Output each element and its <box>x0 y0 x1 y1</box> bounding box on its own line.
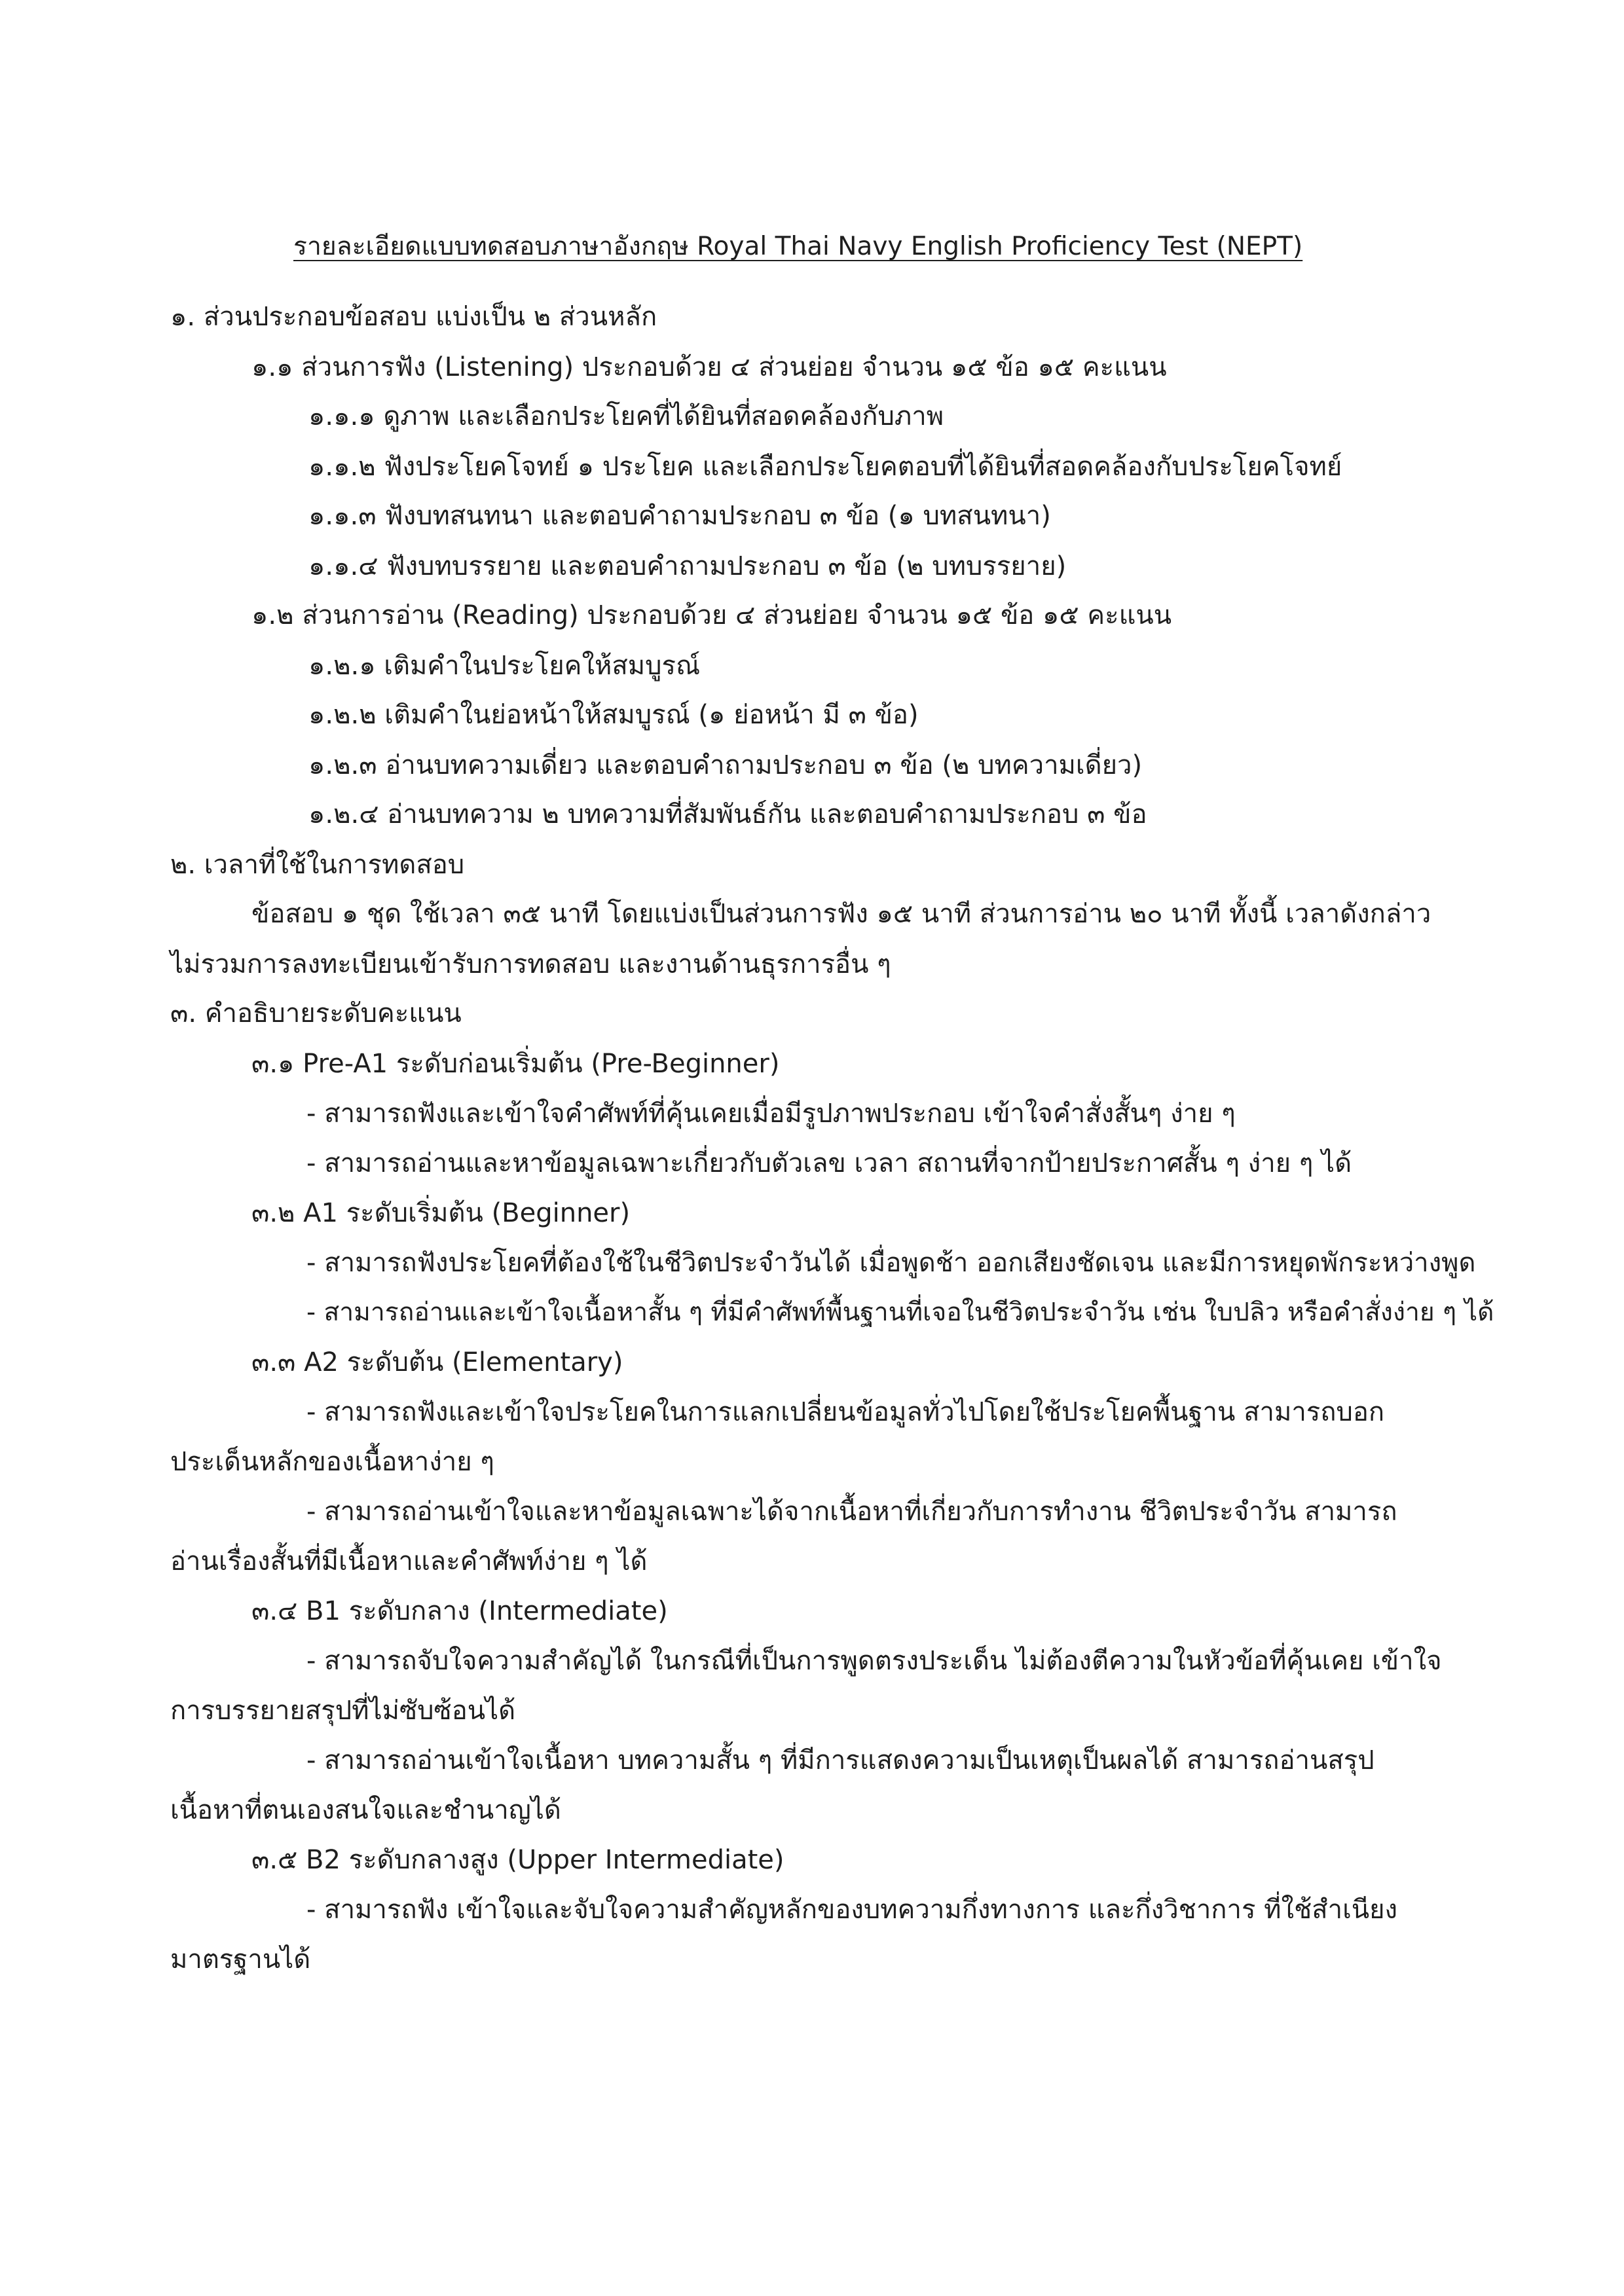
level-b2-heading: ๓.๕ B2 ระดับกลางสูง (Upper Intermediate) <box>251 1845 784 1875</box>
subsection-1-2: ๑.๒ ส่วนการอ่าน (Reading) ประกอบด้วย ๔ ส่วนย่อย จำนวน ๑๕ ข้อ ๑๕ คะแนน <box>251 600 1172 630</box>
level-b1-reading-line-1: - สามารถอ่านเข้าใจเนื้อหา บทความสั้น ๆ ที่มีการแสดงความเป็นเหตุเป็นผลได้ สามารถอ่านสรุป <box>306 1745 1375 1776</box>
item-1-2-2: ๑.๒.๒ เติมคำในย่อหน้าให้สมบูรณ์ (๑ ย่อหน้า มี ๓ ข้อ) <box>308 700 919 730</box>
item-1-1-1: ๑.๑.๑ ดูภาพ และเลือกประโยคที่ได้ยินที่สอดคล้องกับภาพ <box>308 401 944 431</box>
section-1-heading: ๑. ส่วนประกอบข้อสอบ แบ่งเป็น ๒ ส่วนหลัก <box>170 302 657 332</box>
level-pre-a1-reading: - สามารถอ่านและหาข้อมูลเฉพาะเกี่ยวกับตัวเลข เวลา สถานที่จากป้ายประกาศสั้น ๆ ง่าย ๆ ได้ <box>306 1148 1352 1178</box>
section-2-heading: ๒. เวลาที่ใช้ในการทดสอบ <box>170 850 465 880</box>
level-a2-heading: ๓.๓ A2 ระดับต้น (Elementary) <box>251 1347 623 1377</box>
level-b2-listening-line-2: มาตรฐานได้ <box>170 1944 311 1975</box>
level-a2-reading-line-2: อ่านเรื่องสั้นที่มีเนื้อหาและคำศัพท์ง่าย ๆ ได้ <box>170 1546 648 1576</box>
section-2-paragraph-line-2: ไม่รวมการลงทะเบียนเข้ารับการทดสอบ และงานด้านธุรการอื่น ๆ <box>170 949 891 979</box>
level-b2-listening-line-1: - สามารถฟัง เข้าใจและจับใจความสำคัญหลักของบทความกึ่งทางการ และกึ่งวิชาการ ที่ใช้สำเนียง <box>306 1895 1398 1925</box>
item-1-2-1: ๑.๒.๑ เติมคำในประโยคให้สมบูรณ์ <box>308 651 701 681</box>
section-2-paragraph-line-1: ข้อสอบ ๑ ชุด ใช้เวลา ๓๕ นาที โดยแบ่งเป็นส่วนการฟัง ๑๕ นาที ส่วนการอ่าน ๒๐ นาที ทั้งนี้ เวลาดังกล่าว <box>251 899 1431 929</box>
level-b1-heading: ๓.๔ B1 ระดับกลาง (Intermediate) <box>251 1596 668 1626</box>
section-3-heading: ๓. คำอธิบายระดับคะแนน <box>170 998 462 1029</box>
item-1-1-2: ๑.๑.๒ ฟังประโยคโจทย์ ๑ ประโยค และเลือกประโยคตอบที่ได้ยินที่สอดคล้องกับประโยคโจทย์ <box>308 452 1342 482</box>
level-a1-listening: - สามารถฟังประโยคที่ต้องใช้ในชีวิตประจำวันได้ เมื่อพูดช้า ออกเสียงชัดเจน และมีการหยุดพักระหว่างพูด <box>306 1248 1476 1278</box>
level-b1-reading-line-2: เนื้อหาที่ตนเองสนใจและชำนาญได้ <box>170 1795 561 1825</box>
item-1-2-3: ๑.๒.๓ อ่านบทความเดี่ยว และตอบคำถามประกอบ ๓ ข้อ (๒ บทความเดี่ยว) <box>308 750 1143 780</box>
level-a1-heading: ๓.๒ A1 ระดับเริ่มต้น (Beginner) <box>251 1198 631 1228</box>
level-pre-a1-heading: ๓.๑ Pre-A1 ระดับก่อนเริ่มต้น (Pre-Beginner) <box>251 1049 780 1079</box>
level-a2-listening-line-2: ประเด็นหลักของเนื้อหาง่าย ๆ <box>170 1447 494 1477</box>
level-pre-a1-listening: - สามารถฟังและเข้าใจคำศัพท์ที่คุ้นเคยเมื่อมีรูปภาพประกอบ เข้าใจคำสั่งสั้นๆ ง่าย ๆ <box>306 1099 1236 1129</box>
level-a2-reading-line-1: - สามารถอ่านเข้าใจและหาข้อมูลเฉพาะได้จากเนื้อหาที่เกี่ยวกับการทำงาน ชีวิตประจำวัน สามารถ <box>306 1497 1397 1527</box>
subsection-1-1: ๑.๑ ส่วนการฟัง (Listening) ประกอบด้วย ๔ ส่วนย่อย จำนวน ๑๕ ข้อ ๑๕ คะแนน <box>251 352 1167 382</box>
level-a2-listening-line-1: - สามารถฟังและเข้าใจประโยคในการแลกเปลี่ยนข้อมูลทั่วไปโดยใช้ประโยคพื้นฐาน สามารถบอก <box>306 1397 1385 1427</box>
item-1-1-3: ๑.๑.๓ ฟังบทสนทนา และตอบคำถามประกอบ ๓ ข้อ (๑ บทสนทนา) <box>308 501 1051 531</box>
item-1-1-4: ๑.๑.๔ ฟังบทบรรยาย และตอบคำถามประกอบ ๓ ข้อ (๒ บทบรรยาย) <box>308 551 1067 581</box>
level-b1-listening-line-2: การบรรยายสรุปที่ไม่ซับซ้อนได้ <box>170 1696 516 1726</box>
level-b1-listening-line-1: - สามารถจับใจความสำคัญได้ ในกรณีที่เป็นการพูดตรงประเด็น ไม่ต้องตีความในหัวข้อที่คุ้นเคย เข้าใจ <box>306 1646 1442 1676</box>
level-a1-reading: - สามารถอ่านและเข้าใจเนื้อหาสั้น ๆ ที่มีคำศัพท์พื้นฐานที่เจอในชีวิตประจำวัน เช่น ใบปลิว หรือคำสั่งง่าย ๆ ได้ <box>306 1298 1494 1327</box>
document-title: รายละเอียดแบบทดสอบภาษาอังกฤษ Royal Thai Navy English Proficiency Test (NEPT) <box>293 232 1303 261</box>
item-1-2-4: ๑.๒.๔ อ่านบทความ ๒ บทความที่สัมพันธ์กัน และตอบคำถามประกอบ ๓ ข้อ <box>308 799 1147 829</box>
